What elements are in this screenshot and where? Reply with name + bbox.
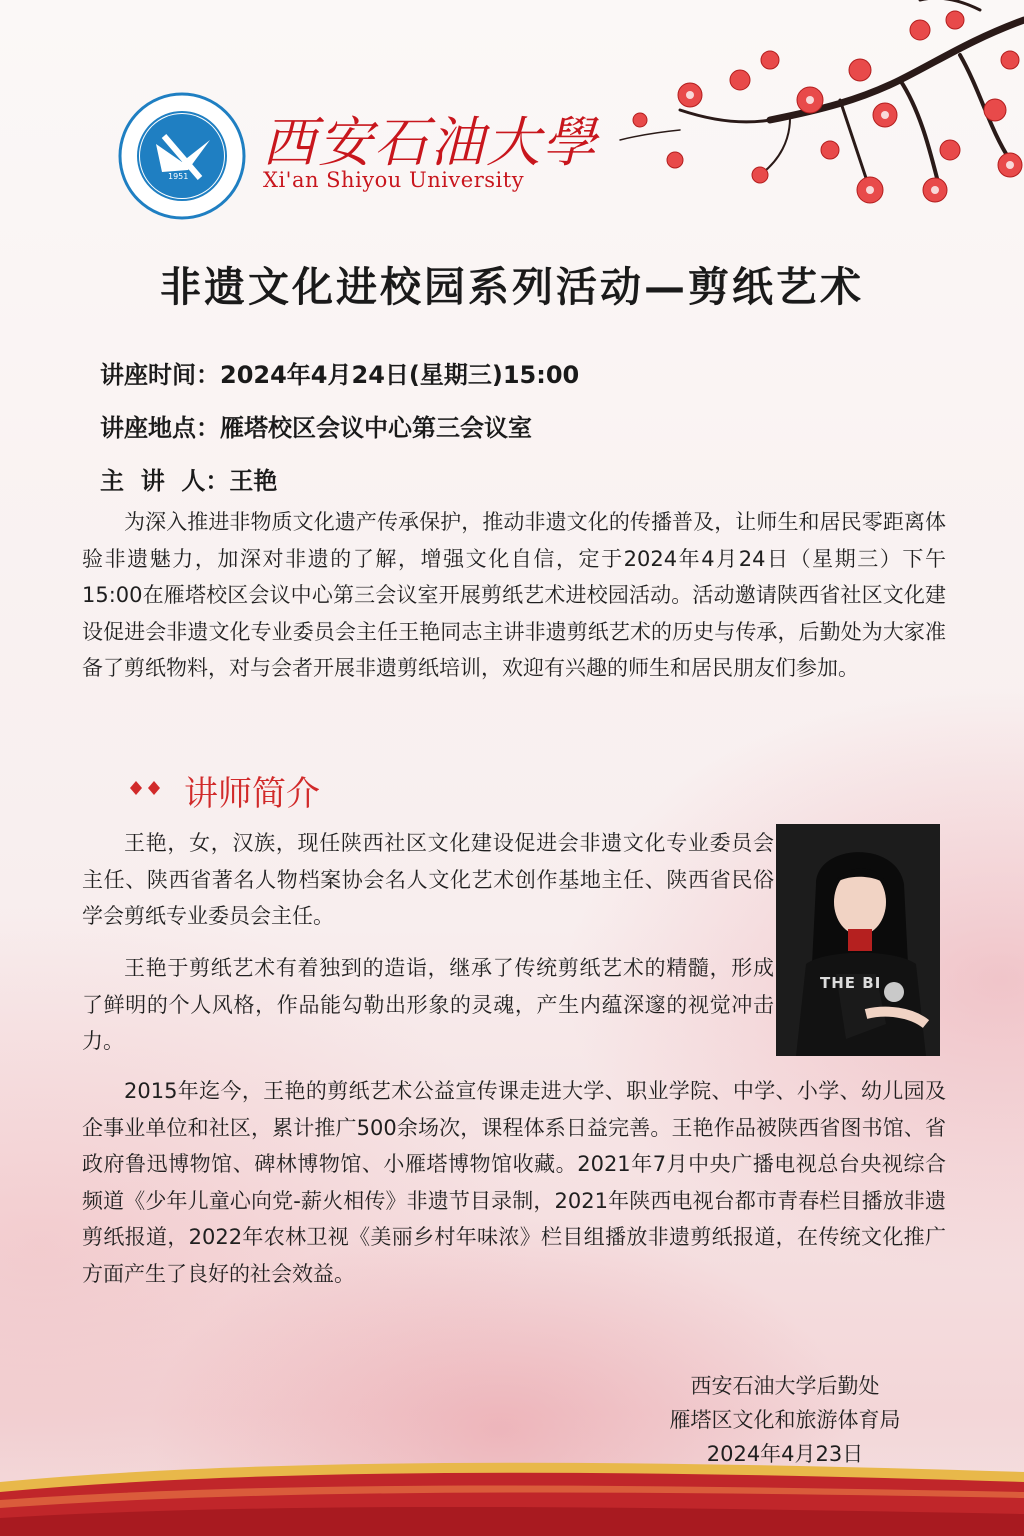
lecture-place: 讲座地点：雁塔校区会议中心第三会议室: [100, 414, 532, 442]
bio-paragraph-1: 王艳，女，汉族，现任陕西社区文化建设促进会非遗文化专业委员会主任、陕西省著名人物档案协会名人文化艺术创作基地主任、陕西省民俗学会剪纸专业委员会主任。: [82, 831, 774, 928]
university-name-cn: 西安石油大學: [262, 111, 598, 174]
badge-year: 1951: [168, 172, 189, 181]
lecture-speaker: 主 讲 人：王艳: [100, 467, 278, 495]
bottom-ribbon-decoration: [0, 1448, 1024, 1536]
section-heading: 讲师简介: [184, 774, 320, 814]
organizer-2: 雁塔区文化和旅游体育局: [669, 1408, 901, 1432]
page-title: 非遗文化进校园系列活动—剪纸艺术: [160, 263, 864, 311]
intro-paragraph: 为深入推进非物质文化遗产传承保护，推动非遗文化的传播普及，让师生和居民零距离体验非遗魅力，加深对非遗的了解，增强文化自信，定于2024年4月24日（星期三）下午15:00在雁塔校区会议中心第三会议室开展剪纸艺术进校园活动。活动邀请陕西省社区文化建设促进会非遗文化专业委员会主任王艳同志主讲非遗剪纸艺术的历史与传承，后勤处为大家准备了剪纸物料，对与会者开展非遗剪纸培训，欢迎有兴趣的师生和居民朋友们参加。: [82, 510, 946, 680]
plum-blossom-decoration: [540, 0, 1024, 240]
bio-paragraph-3: 2015年迄今，王艳的剪纸艺术公益宣传课走进大学、职业学院、中学、小学、幼儿园及企事业单位和社区，累计推广500余场次，课程体系日益完善。王艳作品被陕西省图书馆、省政府鲁迅博物馆、碑林博物馆、小雁塔博物馆收藏。2021年7月中央广播电视总台央视综合频道《少年儿童心向党-薪火相传》非遗节目录制，2021年陕西电视台都市青春栏目播放非遗剪纸报道，2022年农林卫视《美丽乡村年味浓》栏目组播放非遗剪纸报道，在传统文化推广方面产生了良好的社会效益。: [82, 1079, 946, 1286]
organizer-1: 西安石油大学后勤处: [690, 1374, 880, 1398]
university-badge-icon: [118, 92, 246, 220]
lecture-time: 讲座时间：2024年4月24日(星期三)15:00: [100, 361, 580, 389]
lecturer-photo: [776, 824, 940, 1056]
issue-date: 2024年4月23日: [706, 1442, 864, 1466]
university-name-en: Xi'an Shiyou University: [263, 168, 525, 192]
bio-paragraph-2: 王艳于剪纸艺术有着独到的造诣，继承了传统剪纸艺术的精髓，形成了鲜明的个人风格，作品能勾勒出形象的灵魂，产生内蕴深邃的视觉冲击力。: [82, 956, 774, 1053]
diamond-bullet-icon: [128, 778, 172, 798]
photo-shirt-text: THE BI: [820, 974, 882, 992]
